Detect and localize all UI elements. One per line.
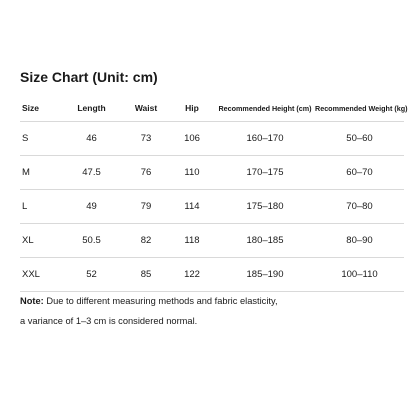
header-recommended-height: Recommended Height (cm) bbox=[215, 95, 315, 122]
cell-length: 46 bbox=[60, 122, 123, 156]
cell-length: 47.5 bbox=[60, 156, 123, 190]
header-waist: Waist bbox=[123, 95, 169, 122]
measurement-note bbox=[20, 291, 404, 331]
cell-hip: 106 bbox=[169, 122, 215, 156]
header-hip: Hip bbox=[169, 95, 215, 122]
cell-recommended-height: 180–185 bbox=[215, 224, 315, 258]
cell-waist: 79 bbox=[123, 190, 169, 224]
cell-length: 49 bbox=[60, 190, 123, 224]
cell-size: XXL bbox=[20, 258, 60, 292]
cell-size: XL bbox=[20, 224, 60, 258]
cell-recommended-weight: 70–80 bbox=[315, 190, 404, 224]
cell-waist: 73 bbox=[123, 122, 169, 156]
cell-recommended-weight: 60–70 bbox=[315, 156, 404, 190]
cell-recommended-height: 170–175 bbox=[215, 156, 315, 190]
cell-recommended-weight: 80–90 bbox=[315, 224, 404, 258]
page-title: Size Chart (Unit: cm) bbox=[20, 69, 158, 85]
cell-hip: 114 bbox=[169, 190, 215, 224]
cell-waist: 82 bbox=[123, 224, 169, 258]
table-body bbox=[20, 122, 404, 292]
header-recommended-weight: Recommended Weight (kg) bbox=[315, 95, 404, 122]
cell-size: L bbox=[20, 190, 60, 224]
header-row bbox=[20, 95, 404, 122]
cell-recommended-weight: 50–60 bbox=[315, 122, 404, 156]
table-row bbox=[20, 190, 404, 224]
cell-hip: 118 bbox=[169, 224, 215, 258]
table-row bbox=[20, 156, 404, 190]
note-text-1: Due to different measuring methods and fabric elasticity, bbox=[46, 296, 278, 306]
cell-recommended-height: 185–190 bbox=[215, 258, 315, 292]
note-line-2: a variance of 1–3 cm is considered normal. bbox=[20, 316, 198, 326]
cell-size: M bbox=[20, 156, 60, 190]
cell-recommended-height: 175–180 bbox=[215, 190, 315, 224]
cell-waist: 76 bbox=[123, 156, 169, 190]
header-size: Size bbox=[20, 95, 60, 122]
table-row bbox=[20, 122, 404, 156]
table-row bbox=[20, 258, 404, 292]
note-line-1 bbox=[20, 291, 404, 311]
cell-length: 50.5 bbox=[60, 224, 123, 258]
cell-recommended-weight: 100–110 bbox=[315, 258, 404, 292]
cell-size: S bbox=[20, 122, 60, 156]
table-row bbox=[20, 224, 404, 258]
cell-waist: 85 bbox=[123, 258, 169, 292]
size-chart-page bbox=[20, 0, 408, 416]
note-label: Note: bbox=[20, 296, 44, 306]
cell-length: 52 bbox=[60, 258, 123, 292]
cell-hip: 122 bbox=[169, 258, 215, 292]
header-length: Length bbox=[60, 95, 123, 122]
size-chart-table bbox=[20, 95, 408, 292]
cell-hip: 110 bbox=[169, 156, 215, 190]
table-header bbox=[20, 95, 408, 122]
cell-recommended-height: 160–170 bbox=[215, 122, 315, 156]
